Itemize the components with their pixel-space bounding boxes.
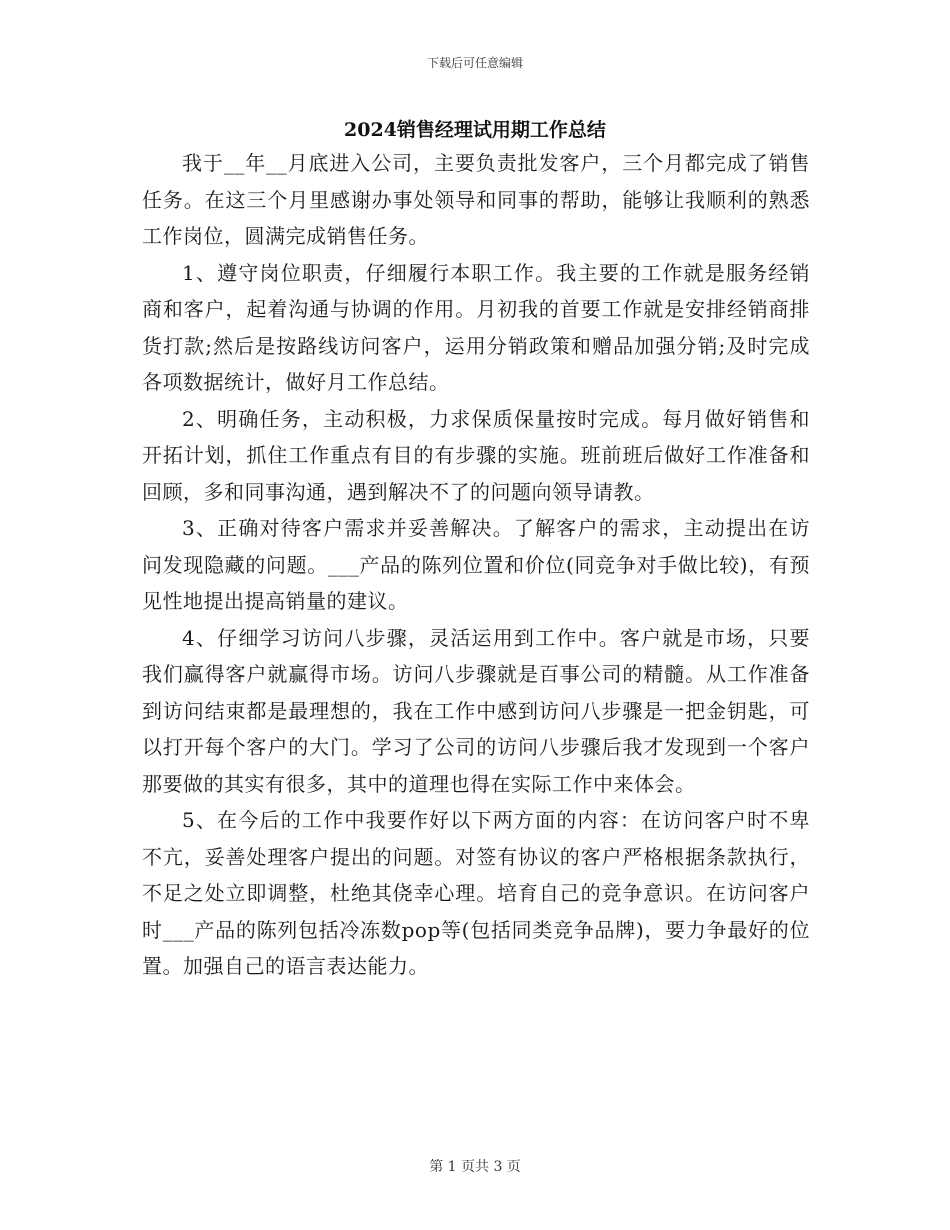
document-title: 2024销售经理试用期工作总结 [344, 119, 606, 141]
paragraph-3: 3、正确对待客户需求并妥善解决。了解客户的需求，主动提出在访问发现隐藏的问题。___产品的陈列位置和价位(同竞争对手做比较)，有预见性地提出提高销量的建议。 [142, 516, 810, 613]
page-header: 下载后可任意编辑 [426, 56, 523, 70]
page-number: 第 1 页共 3 页 [429, 1159, 521, 1175]
document-body [142, 145, 810, 985]
paragraph-4: 4、仔细学习访问八步骤，灵活运用到工作中。客户就是市场，只要我们赢得客户就赢得市场。访问八步骤就是百事公司的精髓。从工作准备到访问结束都是最理想的，我在工作中感到访问八步骤是一把金钥匙，可以打开每个客户的大门。学习了公司的访问八步骤后我才发现到一个客户那要做的其实有很多，其中的道理也得在实际工作中来体会。 [142, 625, 810, 796]
paragraph-1: 1、遵守岗位职责，仔细履行本职工作。我主要的工作就是服务经销商和客户，起着沟通与协调的作用。月初我的首要工作就是安排经销商排货打款;然后是按路线访问客户，运用分销政策和赠品加强分销;及时完成各项数据统计，做好月工作总结。 [142, 260, 810, 394]
paragraph-intro: 我于__年__月底进入公司，主要负责批发客户，三个月都完成了销售任务。在这三个月里感谢办事处领导和同事的帮助，能够让我顺利的熟悉工作岗位，圆满完成销售任务。 [142, 151, 810, 248]
paragraph-2: 2、明确任务，主动积极，力求保质保量按时完成。每月做好销售和开拓计划，抓住工作重点有目的有步骤的实施。班前班后做好工作准备和回顾，多和同事沟通，遇到解决不了的问题向领导请教。 [142, 406, 810, 504]
paragraph-5: 5、在今后的工作中我要作好以下两方面的内容：在访问客户时不卑不亢，妥善处理客户提出的问题。对签有协议的客户严格根据条款执行，不足之处立即调整，杜绝其侥幸心理。培育自己的竞争意识。在访问客户时___产品的陈列包括冷冻数pop等(包括同类竞争品牌)，要力争最好的位置。加强自己的语言表达能力。 [142, 808, 810, 978]
